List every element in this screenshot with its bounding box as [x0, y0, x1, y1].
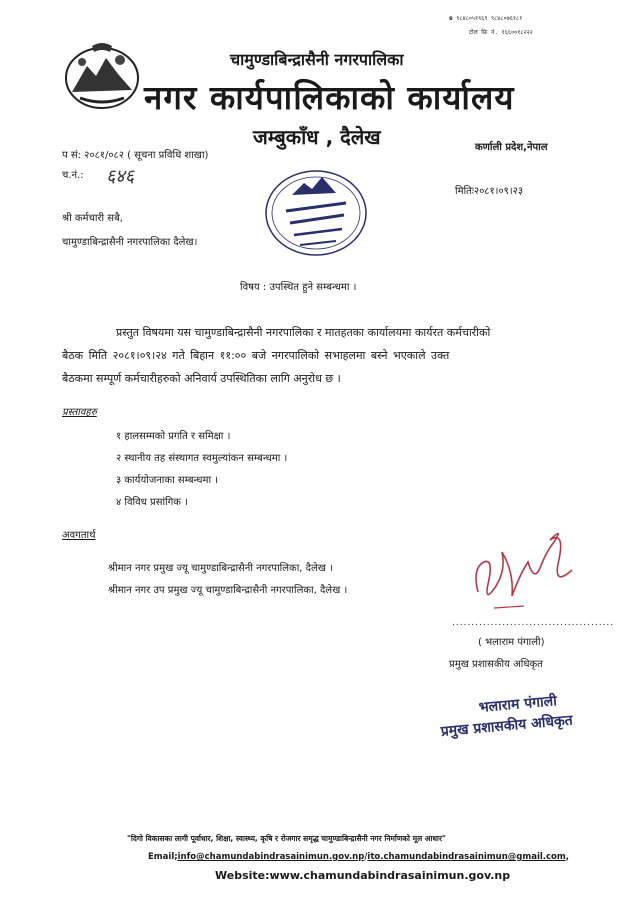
office-seal — [262, 165, 370, 265]
cc-item: श्रीमान नगर प्रमुख ज्यू चामुण्डाबिन्द्रासैनी नगरपालिका, दैलेख । — [108, 563, 333, 574]
office-title: नगर कार्यपालिकाको कार्यालय — [144, 78, 515, 117]
email-link-info[interactable]: info@chamundabindrasainimun.gov.np — [177, 852, 365, 862]
dispatch-label: च.नं.: — [62, 170, 84, 181]
province: कर्णाली प्रदेश,नेपाल — [475, 142, 548, 153]
footer-email: Email;info@chamundabindrasainimun.gov.np/ito.chamundabindrasainimun@gmail.com, — [148, 852, 569, 862]
proposal-item: ४ विविध प्रसांगिक । — [116, 497, 188, 508]
body-line3: बैठकमा सम्पूर्ण कर्मचारीहरुको अनिवार्य उपस्थितिका लागि अनुरोध छ । — [62, 372, 341, 385]
cc-item: श्रीमान नगर उप प्रमुख ज्यू चामुण्डाबिन्द्रासैनी नगरपालिका, दैलेख । — [108, 585, 348, 596]
municipality-name: चामुण्डाबिन्द्रासैनी नगरपालिका — [230, 50, 404, 69]
letter-date: मितिः२०८१।०९।२३ — [455, 186, 524, 197]
signatory-name: ( भलाराम पंगाली) — [478, 637, 545, 648]
signatory-title: प्रमुख प्रशासकीय अधिकृत — [449, 659, 543, 670]
handwritten-signature — [454, 512, 584, 622]
stamp-title: प्रमुख प्रशासकीय अधिकृत — [440, 712, 574, 740]
proposal-item: १ हालसम्मको प्रगति र समिक्षा । — [116, 431, 231, 442]
cc-heading: अवगतार्थ — [62, 530, 96, 541]
recipient-line1: श्री कर्मचारी सबै, — [62, 213, 123, 224]
location: जम्बुकाँध , दैलेख — [253, 125, 381, 149]
signature-dots: .......................................... — [452, 618, 615, 628]
body-line1: प्रस्तुत विषयमा यस चामुण्डाबिन्द्रासैनी नगरपालिका र मातहतका कार्यालयमा कार्यरत कर्मचारीको — [116, 326, 491, 339]
phone-icon: ☎ — [449, 15, 457, 22]
footer-website[interactable]: Website:www.chamundabindrasainimun.gov.np — [215, 869, 511, 882]
section-name: ( सूचना प्रविधि शाखा) — [127, 150, 209, 161]
recipient-line2: चामुण्डाबिन्द्रासैनी नगरपालिका दैलेख। — [62, 237, 198, 248]
reference-number: प सं: २०८१/०८२ ( सूचना प्रविधि शाखा) — [62, 150, 209, 161]
proposals-heading: प्रस्तावहरु — [62, 407, 97, 418]
subject-line: विषय : उपस्थित हुने सम्बन्धमा । — [240, 282, 357, 293]
body-line2: बैठक मिति २०८१।०९।२४ गते बिहान ११:०० बजे नगरपालिको सभाहलमा बस्ने भएकाले उक्त — [62, 349, 450, 362]
tollfree-line: टोल फ्रि नं. १६६००१८२२२ — [469, 29, 533, 36]
stamp-name: भलाराम पंगाली — [478, 693, 558, 716]
nepal-emblem-logo — [62, 40, 142, 112]
proposal-item: ३ कार्ययोजनाका सम्बन्धमा । — [116, 475, 219, 486]
proposal-item: २ स्थानीय तह संस्थागत स्वमुल्यांकन सम्बन्धमा । — [116, 453, 288, 464]
footer-slogan: "दिगो विकासका लागी पूर्वाधार, शिक्षा, स्वास्थ्य, कृषि र रोजगार समृद्ध चामुण्डाबिन्द्रासैनी नगर निर्माणको मूल आधार" — [127, 834, 446, 843]
email-link-ito[interactable]: ito.chamundabindrasainimun@gmail.com — [367, 852, 566, 862]
dispatch-number: ६४६ — [106, 166, 135, 187]
phone-line: ☎ ९८४८०५१९६९ ९८४८०७६१८१ — [449, 15, 523, 22]
